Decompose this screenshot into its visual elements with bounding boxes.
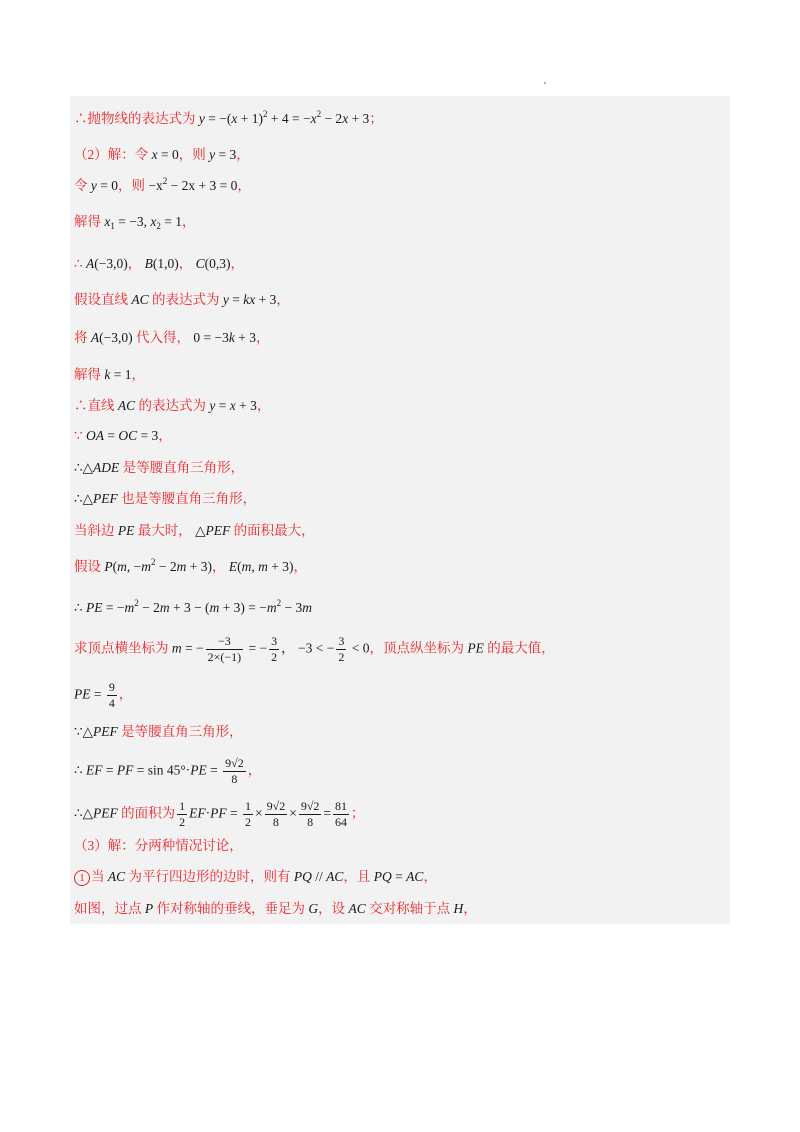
line-21: （3）解：分两种情况讨论，: [74, 838, 243, 853]
line-1: ∴抛物线的表达式为 $y = -(x + 1)^2 + 4 = -x^2 - 2x + 3$；: [74, 109, 383, 126]
line-14: 假设 P(m, $-m^2 - 2m + 3$)， E(m, m + 3)，: [74, 557, 307, 574]
line-5: ∴ A(−3,0)， B(1,0)， C(0,3)，: [74, 256, 244, 271]
line-20: ∴△PEF 的面积为 $\frac{1}{2}$ EF·PF = $\frac{1}{2}$ × $\frac{9√2}{8}$ × $\frac{9√2}{8}$ = $\frac{81}{64}$ ；: [74, 799, 365, 829]
line-16: 求顶点横坐标为 m = − $\frac{-3}{2\times(-1)}$ = − $\frac{3}{2}$ ， −3 < − $\frac{3}{2}$ < 0，顶点纵坐标为 PE 的最大值，: [74, 634, 555, 664]
line-23: 如图，过点 P 作对称轴的垂线，垂足为 G，设 AC 交对称轴于点 H，: [74, 901, 477, 916]
line-18: ∵△PEF 是等腰直角三角形，: [74, 724, 243, 739]
line-13: 当斜边 PE 最大时， △PEF 的面积最大，: [74, 523, 315, 538]
line-4: 解得 $x_1 = -3$, $x_2 = 1$，: [74, 214, 196, 231]
circled-one: 1: [74, 870, 90, 886]
line-2: （2）解：令 x = 0，则 y = 3，: [74, 147, 250, 162]
line-11: ∴△ADE 是等腰直角三角形，: [74, 460, 245, 475]
line-22: 1 当 AC 为平行四边形的边时，则有 PQ // AC，且 PQ = AC，: [74, 868, 437, 886]
line-8: 解得 k = 1，: [74, 367, 145, 382]
solution-panel: [70, 96, 730, 924]
line-3: 令 y = 0，则 $-x^2 - 2x + 3 = 0$，: [74, 176, 251, 193]
line-7: 将 A(−3,0) 代入得， 0 = −3k + 3，: [74, 330, 270, 345]
line-6: 假设直线 AC 的表达式为 y = kx + 3，: [74, 292, 290, 307]
line-15: ∴ PE = $-m^2 - 2m + 3 - (m + 3) = -m^2 - 3m$: [74, 598, 313, 615]
line-12: ∴△PEF 也是等腰直角三角形，: [74, 491, 257, 506]
line-17: PE = $\frac{9}{4}$ ，: [74, 680, 133, 710]
line-9: ∴直线 AC 的表达式为 y = x + 3，: [74, 398, 271, 413]
line-19: ∴ EF = PF = sin 45°·PE = $\frac{9√2}{8}$ ，: [74, 756, 262, 786]
scan-dot: [544, 82, 546, 84]
line-10: ∵ OA = OC = 3，: [74, 428, 172, 443]
